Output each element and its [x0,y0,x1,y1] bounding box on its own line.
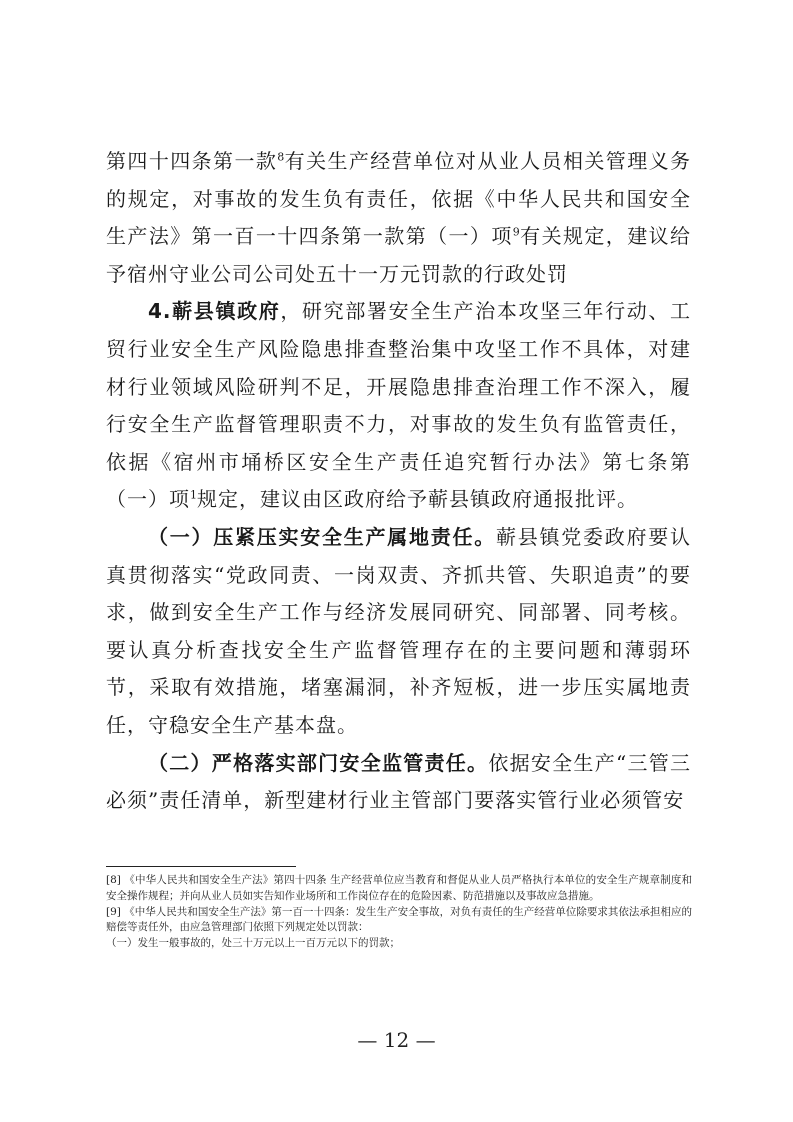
footnote-ref-8[interactable]: 8 [277,150,285,164]
text-run: 规定，建议由区政府给予蕲县镇政府通报批评。 [197,487,638,512]
text-run: 有关规定，建议给予宿州守业公司公司处五十一万元罚款的行政处罚 [106,224,692,286]
text-run: 依据安全生产“三管三必须”责任清单，新型建材行业主管部门要落实管行业必须管安 [106,750,692,813]
paragraph-department-responsibility [106,745,691,820]
footnote-8: [8] 《中华人民共和国安全生产法》第四十四条 生产经营单位应当教育和督促从业人员严格执行本单位的安全生产规章制度和安全操作规程；并向从业人员如实告知作业场所和工作岗位存在的危险因素、防范措施以及事故应急措施。 [106,874,692,902]
footnote-9-item-1: （一）发生一般事故的，处三十万元以上一百万元以下的罚款； [106,937,400,950]
text-run: 蕲县镇党委政府要认真贯彻落实“党政同责、一岗双责、齐抓共管、失职追责”的要求，做到安全生产工作与经济发展同研究、同部署、同考核。要认真分析查找安全生产监督管理存在的主要问题和薄弱环节，采取有效措施，堵塞漏洞，补齐短板，进一步压实属地责任，守稳安全生产基本盘。 [106,524,691,737]
text-run: 有关生产经营单位对从业人员相关管理义务的规定，对事故的发生负有责任，依据《中华人民共和国安全生产法》第一百一十四条第一款第（一）项 [106,149,692,249]
footnote-divider [106,866,296,867]
paragraph-penalty-shouye [106,143,691,293]
footnote-9: [9] 《中华人民共和国安全生产法》第一百一十四条：发生生产安全事故，对负有责任的生产经营单位除要求其依法承担相应的赔偿等责任外，由应急管理部门依照下列规定处以罚款： [106,905,692,934]
paragraph-lead: （一）压紧压实安全生产属地责任。 [148,524,496,549]
footnote-ref-9[interactable]: 9 [512,225,520,239]
paragraph-qixian-government [106,293,691,519]
footnotes [106,873,692,952]
text-run: ，研究部署安全生产治本攻坚三年行动、工贸行业安全生产风险隐患排查整治集中攻坚工作不具体，对建材行业领域风险研判不足，开展隐患排查治理工作不深入，履行安全生产监督管理职责不力，对事故的发生负有监管责任，依据《宿州市埇桥区安全生产责任追究暂行办法》第七条第（一）项 [106,299,692,512]
page-number: — 12 — [357,1028,436,1052]
paragraph-lead: （二）严格落实部门安全监管责任。 [148,750,489,775]
text-run: 第四十四条第一款 [106,149,278,173]
body-text [106,143,691,820]
footnote-ref-1[interactable]: 1 [190,488,197,502]
paragraph-lead: 4.蕲县镇政府 [148,299,281,324]
paragraph-territorial-responsibility [106,519,691,745]
